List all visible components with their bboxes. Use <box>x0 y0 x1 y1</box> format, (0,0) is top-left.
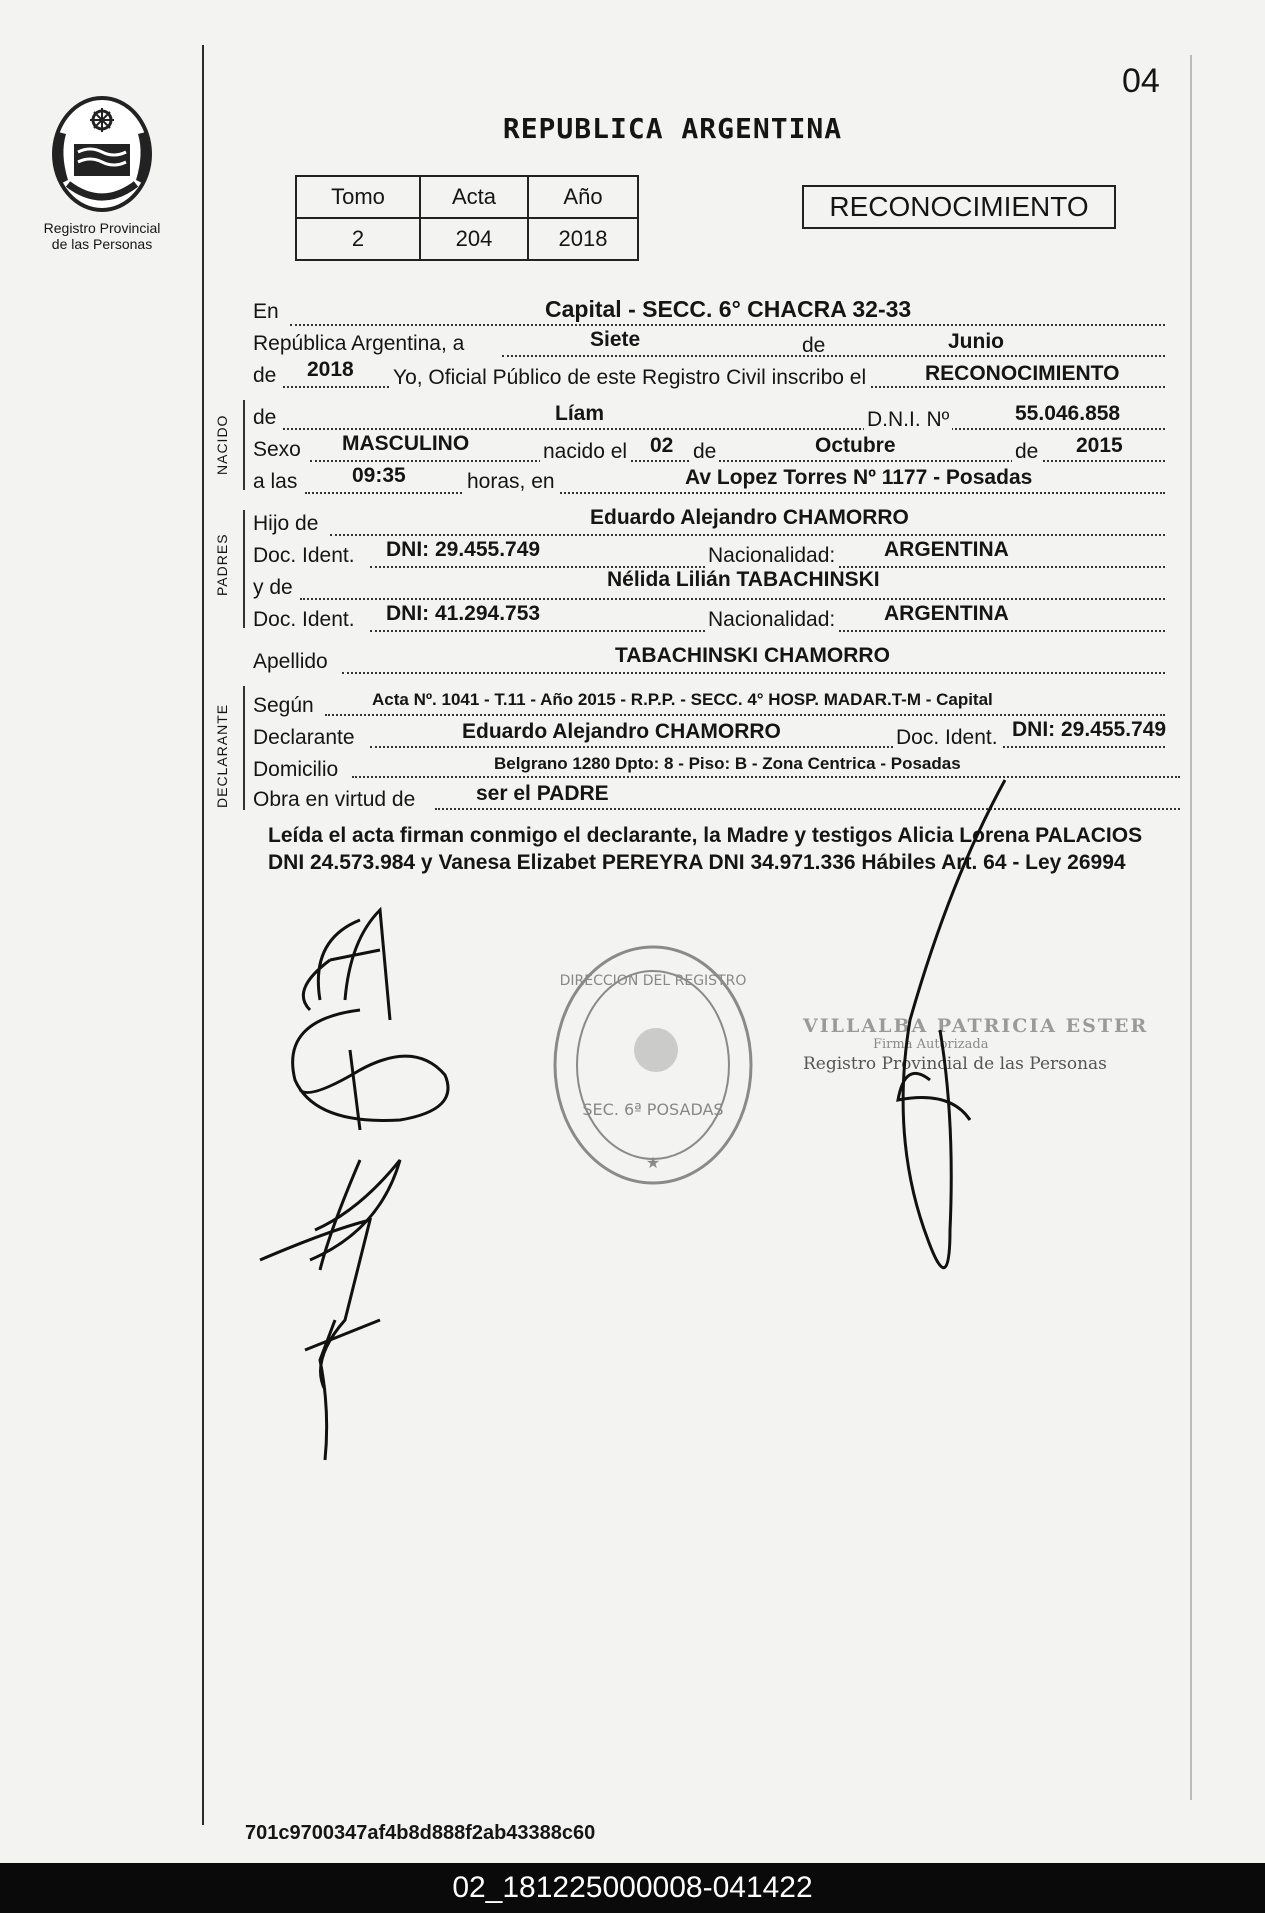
label-domicilio: Domicilio <box>253 758 339 781</box>
header-tomo: Tomo <box>296 176 420 218</box>
label-de: de <box>802 334 826 357</box>
footer-id: 02_181225000008-041422 <box>0 1863 1265 1913</box>
side-label-declarante: DECLARANTE <box>214 703 230 808</box>
label-republica: República Argentina, a <box>253 332 465 355</box>
field-mother-nat: ARGENTINA <box>884 602 1009 625</box>
field-declarant-doc: DNI: 29.455.749 <box>1012 718 1167 741</box>
label-de-year2: de <box>1012 440 1041 464</box>
label-en: En <box>253 300 279 323</box>
section-bar <box>243 400 245 490</box>
field-address: Belgrano 1280 Dpto: 8 - Piso: B - Zona Centrica - Posadas <box>494 754 961 773</box>
field-mother: Nélida Lilián TABACHINSKI <box>607 568 880 591</box>
label-y-de: y de <box>253 576 293 599</box>
label-obra: Obra en virtud de <box>253 788 416 811</box>
dots-line <box>300 598 1165 600</box>
field-birth-day: 02 <box>650 434 674 457</box>
field-sex: MASCULINO <box>342 432 470 455</box>
label-nacionalidad: Nacionalidad: <box>705 544 838 568</box>
stamp-name: VILLALBA PATRICIA ESTER <box>803 1015 1149 1037</box>
label-a-las: a las <box>253 470 298 493</box>
field-segun: Acta Nº. 1041 - T.11 - Año 2015 - R.P.P. - SECC. 4° HOSP. MADAR.T-M - Capital <box>372 690 993 709</box>
label-segun: Según <box>253 694 314 717</box>
document-title: REPUBLICA ARGENTINA <box>502 112 843 145</box>
label-dni: D.N.I. Nº <box>864 408 952 432</box>
stamp-role: Firma Autorizada <box>873 1037 989 1052</box>
field-act: RECONOCIMIENTO <box>925 362 1120 385</box>
field-father: Eduardo Alejandro CHAMORRO <box>590 506 909 529</box>
field-dni: 55.046.858 <box>1015 402 1121 425</box>
field-month: Junio <box>948 330 1004 353</box>
label-yo: Yo, Oficial Público de este Registro Civil inscribo el <box>390 366 869 390</box>
label-de-month: de <box>690 440 719 464</box>
value-tomo: 2 <box>296 218 420 260</box>
label-de-year: de <box>253 364 277 387</box>
field-birth-year: 2015 <box>1076 434 1123 457</box>
value-acta: 204 <box>420 218 528 260</box>
label-nacido-el: nacido el <box>540 440 630 464</box>
act-type-badge: RECONOCIMIENTO <box>802 185 1116 229</box>
field-mother-doc: DNI: 41.294.753 <box>386 602 541 625</box>
section-bar <box>243 510 245 628</box>
label-horas-en: horas, en <box>464 470 558 494</box>
label-doc-ident2: Doc. Ident. <box>893 726 1001 750</box>
signature-official <box>898 780 1005 1268</box>
value-ano: 2018 <box>528 218 638 260</box>
stamp-office: Registro Provincial de las Personas <box>803 1054 1107 1074</box>
field-time: 09:35 <box>352 464 406 487</box>
label-apellido: Apellido <box>253 650 328 673</box>
dots-line <box>370 746 1165 748</box>
signatures <box>250 760 1210 1700</box>
svg-text:SEC. 6ª POSADAS: SEC. 6ª POSADAS <box>582 1100 724 1119</box>
signature-witness-2 <box>293 1010 448 1130</box>
field-birth-place: Av Lopez Torres Nº 1177 - Posadas <box>685 466 1033 489</box>
dots-line <box>283 428 1165 430</box>
label-de-name: de <box>253 406 277 429</box>
left-margin-line <box>202 45 204 1825</box>
side-label-nacido: NACIDO <box>214 414 230 475</box>
label-declarante: Declarante <box>253 726 355 749</box>
signature-witness-3 <box>260 1160 400 1460</box>
logo-caption: Registro Provincial de las Personas <box>43 220 161 252</box>
field-father-nat: ARGENTINA <box>884 538 1009 561</box>
field-reason: ser el PADRE <box>476 782 609 805</box>
signature-witness-1 <box>303 910 390 1020</box>
section-bar <box>243 686 245 810</box>
field-declarant: Eduardo Alejandro CHAMORRO <box>462 720 781 743</box>
header-acta: Acta <box>420 176 528 218</box>
field-birth-month: Octubre <box>815 434 896 457</box>
svg-text:★: ★ <box>645 1155 661 1172</box>
label-sexo: Sexo <box>253 438 301 461</box>
dots-line <box>342 672 1165 674</box>
side-label-padres: PADRES <box>214 533 230 596</box>
dots-line <box>330 534 1165 536</box>
province-seal-icon <box>38 92 166 217</box>
dots-line <box>305 492 1165 494</box>
page-number: 04 <box>1122 62 1160 100</box>
closing-statement: Leída el acta firman conmigo el declarante, la Madre y testigos Alicia Lorena PALACIOS DNI 24.573.984 y Vanesa Elizabet PEREYRA DNI 34.971.336 Hábiles Art. 64 - Ley 26994 <box>268 824 1143 874</box>
svg-text:DIRECCION DEL REGISTRO: DIRECCION DEL REGISTRO <box>559 973 747 989</box>
field-day: Siete <box>590 328 641 351</box>
registry-table <box>295 175 639 261</box>
dots-line <box>502 355 1165 357</box>
field-father-doc: DNI: 29.455.749 <box>386 538 541 561</box>
field-name: Líam <box>555 402 605 425</box>
dots-line <box>325 714 1165 716</box>
label-doc-ident: Doc. Ident. <box>253 608 355 631</box>
header-ano: Año <box>528 176 638 218</box>
field-surname: TABACHINSKI CHAMORRO <box>615 644 890 667</box>
dots-line <box>290 324 1165 326</box>
label-doc-ident: Doc. Ident. <box>253 544 355 567</box>
label-nacionalidad: Nacionalidad: <box>705 608 838 632</box>
label-hijo-de: Hijo de <box>253 512 319 535</box>
document-hash: 701c9700347af4b8d888f2ab43388c60 <box>245 1822 596 1844</box>
field-year: 2018 <box>307 358 354 381</box>
field-place: Capital - SECC. 6° CHACRA 32-33 <box>545 296 912 322</box>
